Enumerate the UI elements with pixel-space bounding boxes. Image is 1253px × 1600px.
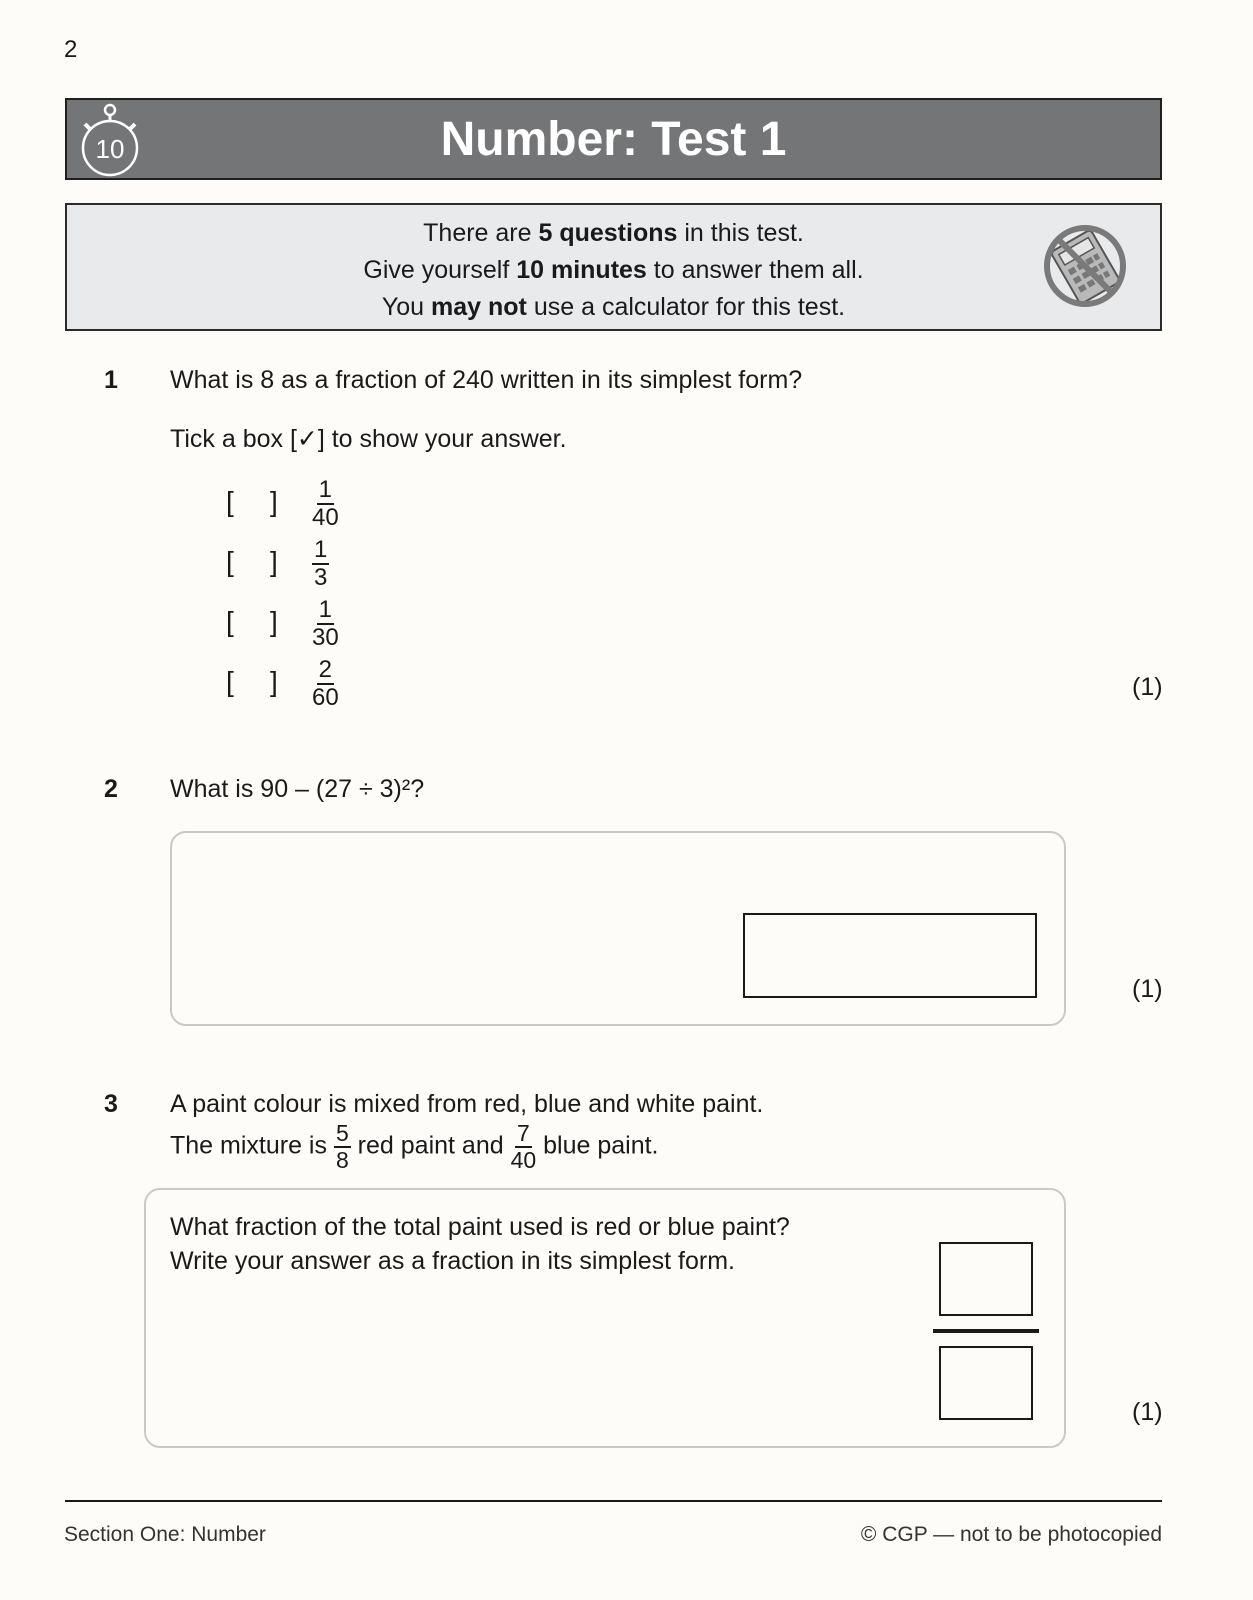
- info-line-3: You may not use a calculator for this test.: [381, 293, 846, 321]
- question-1-number: 1: [104, 366, 118, 394]
- question-1-marks: (1): [1132, 673, 1163, 701]
- question-2-text: What is 90 – (27 ÷ 3)²?: [170, 775, 425, 803]
- question-1-instruction: Tick a box [✓] to show your answer.: [170, 425, 567, 453]
- blue-fraction: $\frac{7}{40}$: [510, 1120, 537, 1173]
- red-fraction: $\frac{5}{8}$: [335, 1120, 349, 1173]
- question-3-line-1: A paint colour is mixed from red, blue and white paint.: [170, 1090, 764, 1118]
- fraction-bar: [933, 1329, 1039, 1333]
- question-2-marks: (1): [1132, 975, 1163, 1003]
- question-3-marks: (1): [1132, 1398, 1163, 1426]
- question-3-prompt-2: Write your answer as a fraction in its simplest form.: [170, 1247, 735, 1275]
- question-3-prompt-1: What fraction of the total paint used is red or blue paint?: [170, 1213, 790, 1241]
- tick-box-close[interactable]: ]: [270, 606, 278, 637]
- option-fraction: $\frac{1}{3}$: [314, 536, 328, 591]
- page-title: Number: Test 1: [440, 113, 787, 166]
- option-fraction: $\frac{1}{40}$: [312, 476, 339, 531]
- tick-box-open[interactable]: [: [226, 666, 234, 697]
- option-fraction: $\frac{2}{60}$: [312, 656, 339, 711]
- timer-value: 10: [95, 134, 125, 164]
- tick-box-close[interactable]: ]: [270, 486, 278, 517]
- info-line-1: There are 5 questions in this test.: [423, 219, 804, 247]
- option-fraction: $\frac{1}{30}$: [312, 596, 339, 651]
- question-2-number: 2: [104, 775, 118, 803]
- question-3-line-2: The mixture is $\frac{5}{8}$ red paint and $\frac{7}{40}$ blue paint.: [170, 1120, 659, 1173]
- footer-copyright: © CGP — not to be photocopied: [860, 1523, 1162, 1546]
- question-1-text: What is 8 as a fraction of 240 written in its simplest form?: [170, 366, 803, 394]
- info-line-2: Give yourself 10 minutes to answer them all.: [363, 256, 864, 284]
- tick-box-open[interactable]: [: [226, 546, 234, 577]
- answer-box-2[interactable]: [743, 913, 1037, 998]
- tick-box-open[interactable]: [: [226, 606, 234, 637]
- numerator-answer-box[interactable]: [939, 1242, 1033, 1316]
- tick-box-close[interactable]: ]: [270, 546, 278, 577]
- info-box: [65, 203, 1162, 331]
- question-3-number: 3: [104, 1090, 118, 1118]
- denominator-answer-box[interactable]: [939, 1346, 1033, 1420]
- tick-box-close[interactable]: ]: [270, 666, 278, 697]
- footer-section: Section One: Number: [64, 1523, 266, 1546]
- tick-box-open[interactable]: [: [226, 486, 234, 517]
- page-number: 2: [64, 36, 78, 63]
- title-bar: [65, 98, 1162, 180]
- no-calculator-icon: [1040, 221, 1130, 311]
- footer-divider: [65, 1500, 1162, 1502]
